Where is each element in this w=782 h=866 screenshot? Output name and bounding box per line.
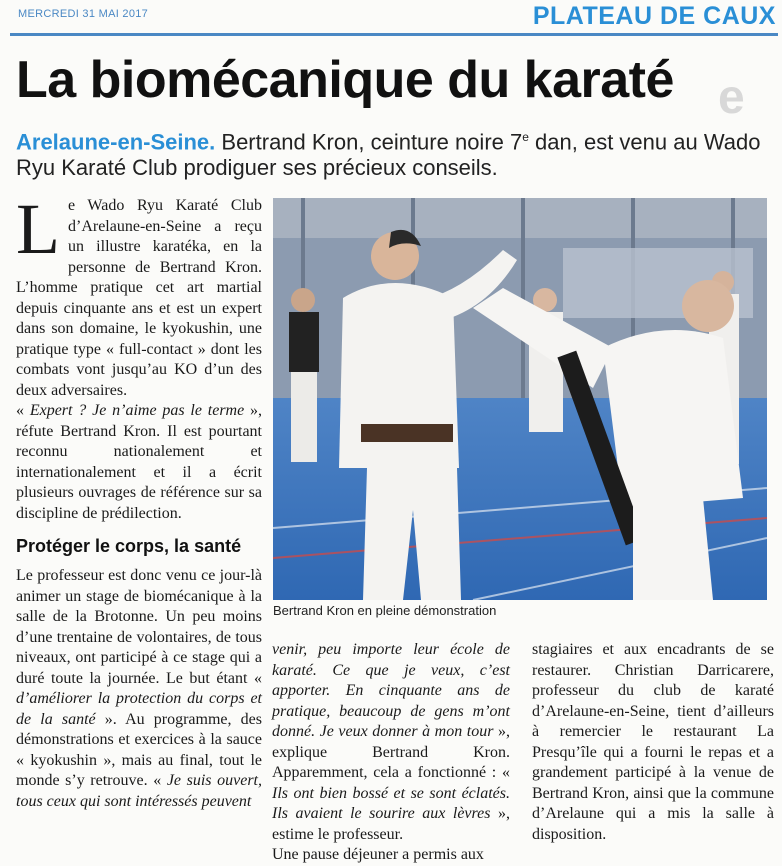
paragraph-4: venir, peu importe leur école de karaté. Ce que je veux, c’est apporter. En cinquante ans de pratique, beaucoup de gens m’ont donné. Je veux donner à mon tour », explique Bertrand Kron. Apparemment, cela a fonctionné : « Ils ont bien bossé et se sont éclatés. Ils avaient le sourire aux lèvres », estime le professeur. xyxy=(272,641,511,843)
quote: Ils ont bien bossé et se sont éclatés. Ils avaient le sourire aux lèvres xyxy=(272,784,510,822)
column-3 xyxy=(532,640,774,845)
standfirst-text-a: Bertrand Kron, ceinture noire 7 xyxy=(215,129,523,155)
paragraph-5: Une pause déjeuner a permis aux xyxy=(272,846,484,863)
column-2 xyxy=(272,640,510,866)
column-1 xyxy=(16,189,263,812)
drop-cap: L xyxy=(16,189,60,269)
paragraph-6: stagiaires et aux encadrants de se restaurer. Christian Darricarere, professeur du club de karaté d’Arelaune-en-Seine, tient d’ailleurs à remercier le restaurant La Presqu’île qui a fourni le repas et a grandement participé à la venue de Bertrand Kron, ainsi que la commune d’Arelaune qui a mis la salle à disposition. xyxy=(532,641,774,843)
page-header xyxy=(0,0,782,40)
dateline: MERCREDI 31 MAI 2017 xyxy=(18,8,149,20)
paragraph-3: Le professeur est donc venu ce jour-là animer un stage de biomécanique à la salle de la Brotonne. Un peu moins d’une trentaine de volontaires, de tous niveaux, ont participé à ce stage qui a duré toute la journée. Le but étant « d’améliorer la protection du corps et de la santé ». Au programme, des démonstrations et exercices à la sauce « kyokushin », mais au final, tout le monde s’y retrouve. « Je suis ouvert, tous ceux qui sont intéressés peuvent xyxy=(16,567,263,810)
quote: Expert ? Je n’aime pas le terme xyxy=(29,402,245,419)
standfirst-text-b: dan, est venu au Wado Ryu Karaté Club prodiguer ses précieux conseils. xyxy=(16,129,761,181)
quote: Je suis ouvert, tous ceux qui sont intéressés peuvent xyxy=(16,772,262,810)
paragraph-1-text: e Wado Ryu Karaté Club d’Arelaune-en-Seine a reçu un illustre karatéka, en la personne de Bertrand Kron. L’homme pratique cet art martial depuis cinquante ans et est un expert dans son domaine, le kyokushin, une pratique type « full-contact » dont les combats vont jusqu’au KO d’un des deux adversaires. xyxy=(16,197,262,399)
photo-caption: Bertrand Kron en pleine démonstration xyxy=(273,603,497,618)
paragraph-1 xyxy=(16,189,262,401)
karate-photo-illustration xyxy=(273,198,767,600)
paragraph-2: « Expert ? Je n’aime pas le terme », réfute Bertrand Kron. Il est pourtant reconnu nationalement et internationalement et il a écrit plusieurs ouvrages de référence sur sa discipline de prédilection. xyxy=(16,402,263,522)
section-title: PLATEAU DE CAUX xyxy=(532,2,776,30)
header-rule xyxy=(10,33,778,36)
quote: d’améliorer la protection du corps et de la santé xyxy=(16,690,262,728)
quote: venir, peu importe leur école de karaté. Ce que je veux, c’est apporter. En cinquante ans de pratique, beaucoup de gens m’ont donné. Je veux donner à mon tour xyxy=(272,641,510,740)
dateline-place: Arelaune-en-Seine. xyxy=(16,129,216,155)
bleed-through-text: e xyxy=(718,71,745,124)
article-headline: La biomécanique du karaté xyxy=(16,51,674,109)
subheading: Protéger le corps, la santé xyxy=(16,536,242,556)
standfirst xyxy=(16,124,776,181)
standfirst-sup: e xyxy=(522,130,529,144)
article-photo xyxy=(273,198,767,600)
